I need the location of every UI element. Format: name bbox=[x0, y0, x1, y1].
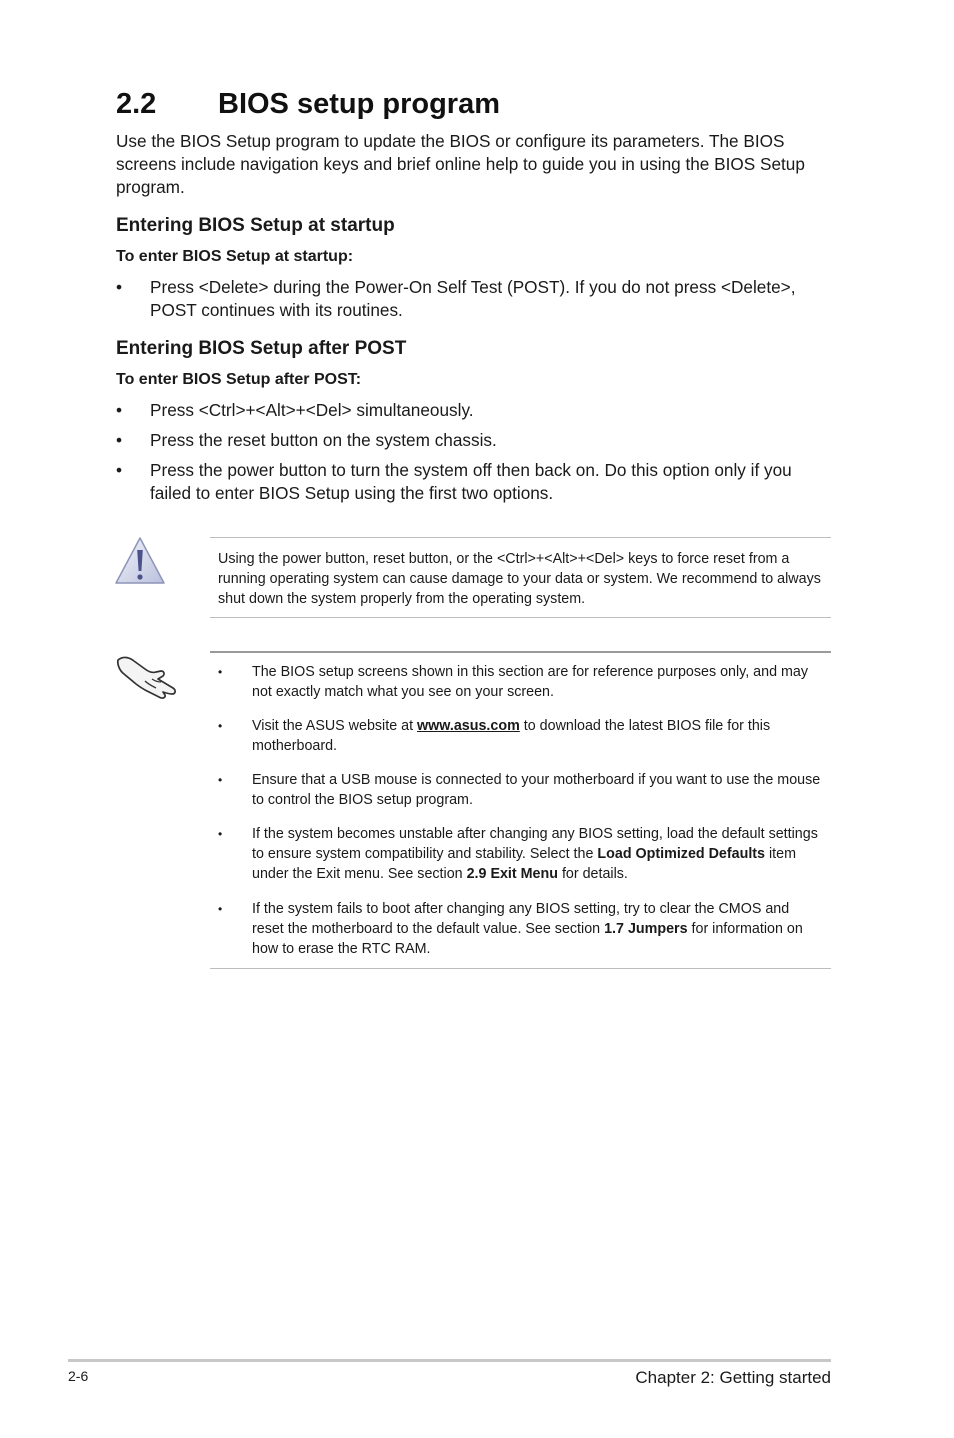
list-item bbox=[218, 899, 824, 960]
note-text-4 bbox=[252, 824, 824, 885]
list-item-text: Press <Delete> during the Power-On Self Test (POST). If you do not press <Delete>, POST continues with its routines. bbox=[150, 277, 796, 320]
startup-heading: Entering BIOS Setup at startup bbox=[116, 215, 395, 236]
list-item bbox=[218, 770, 824, 810]
list-item bbox=[116, 459, 816, 505]
note-text-4-c: item under the Exit menu. See section bbox=[252, 846, 796, 883]
bullet-dot: • bbox=[218, 665, 223, 679]
jumpers-section-ref: 1.7 Jumpers bbox=[604, 921, 688, 938]
warning-bottom-rule bbox=[210, 617, 831, 618]
note-text-4-a: If the system becomes unstable after changing any BIOS setting, load the default settings to ensure system compatibility and stability. Select the bbox=[252, 826, 818, 863]
note-text-2 bbox=[252, 716, 824, 756]
note-text-2-b: to download the latest BIOS file for this motherboard. bbox=[252, 718, 771, 755]
exit-menu-section-ref: 2.9 Exit Menu bbox=[466, 866, 558, 883]
list-item bbox=[218, 662, 824, 702]
list-item bbox=[218, 716, 824, 756]
bullet-dot: • bbox=[116, 277, 123, 297]
warning-text: Using the power button, reset button, or the <Ctrl>+<Alt>+<Del> keys to force reset from a running operating system can cause damage to your data or system. We recommend to always shut down the system properly from the operating system. bbox=[218, 551, 821, 608]
startup-subheading: To enter BIOS Setup at startup: bbox=[116, 248, 354, 265]
note-text-1: The BIOS setup screens shown in this section are for reference purposes only, and may not exactly match what you see on your screen. bbox=[252, 664, 809, 701]
chapter-label: Chapter 2: Getting started bbox=[635, 1368, 831, 1387]
footer-rule bbox=[68, 1359, 831, 1362]
list-item bbox=[116, 276, 816, 322]
note-text-4-d: for details. bbox=[557, 866, 628, 883]
list-item bbox=[116, 399, 816, 422]
intro-paragraph: Use the BIOS Setup program to update the BIOS or configure its parameters. The BIOS screens include navigation keys and brief online help to guide you in using the BIOS Setup program. bbox=[116, 131, 805, 197]
list-item-text: Press <Ctrl>+<Alt>+<Del> simultaneously. bbox=[150, 400, 474, 420]
list-item bbox=[116, 429, 816, 452]
page-number: 2-6 bbox=[68, 1368, 89, 1384]
asus-website-link[interactable]: www.asus.com bbox=[417, 718, 520, 734]
section-title-text: BIOS setup program bbox=[218, 88, 500, 120]
load-optimized-defaults-ref: Load Optimized Defaults bbox=[597, 846, 766, 863]
bullet-dot: • bbox=[218, 773, 223, 787]
bullet-dot: • bbox=[218, 827, 223, 841]
note-text-5-a: If the system fails to boot after changing any BIOS setting, try to clear the CMOS and reset the motherboard to the default value. See section bbox=[252, 901, 790, 938]
note-text-5-c: for information on how to erase the RTC RAM. bbox=[252, 921, 803, 958]
list-item-text: Press the power button to turn the system off then back on. Do this option only if you failed to enter BIOS Setup using the first two options. bbox=[150, 460, 792, 503]
list-item bbox=[218, 824, 824, 885]
warning-top-rule bbox=[210, 537, 831, 538]
pointing-hand-icon bbox=[115, 651, 179, 701]
bullet-dot: • bbox=[116, 400, 123, 420]
after-post-subheading: To enter BIOS Setup after POST: bbox=[116, 371, 362, 388]
bullet-dot: • bbox=[218, 719, 223, 733]
note-text-3: Ensure that a USB mouse is connected to your motherboard if you want to use the mouse to control the BIOS setup program. bbox=[252, 772, 821, 809]
note-text-5 bbox=[252, 899, 824, 960]
warning-triangle-icon bbox=[114, 536, 166, 586]
bullet-dot: • bbox=[116, 430, 123, 450]
note-top-rule bbox=[210, 651, 831, 653]
section-title bbox=[116, 88, 500, 121]
note-bottom-rule bbox=[210, 968, 831, 969]
after-post-heading: Entering BIOS Setup after POST bbox=[116, 338, 407, 359]
bullet-dot: • bbox=[218, 902, 223, 916]
bullet-dot: • bbox=[116, 460, 123, 480]
list-item-text: Press the reset button on the system chassis. bbox=[150, 430, 497, 450]
section-number: 2.2 bbox=[116, 88, 157, 120]
note-text-2-a: Visit the ASUS website at bbox=[252, 718, 418, 734]
